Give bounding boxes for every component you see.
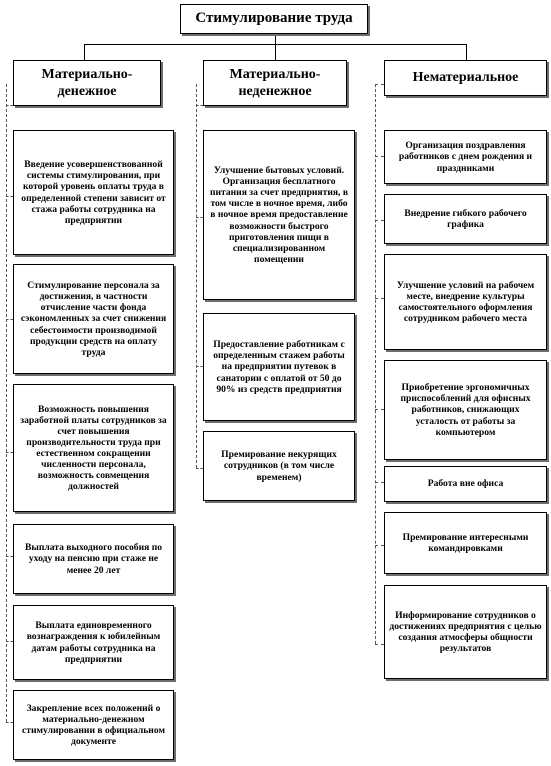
title-box: Стимулирование труда [180,4,368,34]
tick-col3-6 [375,545,384,546]
tick-col1-5 [6,641,13,642]
spine-col2 [196,84,197,468]
connector-col3 [466,44,467,60]
header-nonmaterial: Нематериальное [384,60,547,96]
tick-col1-4 [6,556,13,557]
col1-item-5: Выплата единовременного вознаграждения к юбилейным датам работы сотрудника на предприятии [13,605,174,680]
tick-col3-4 [375,409,384,410]
col1-item-1: Введение усовершенствованной системы стимулирования, при которой уровень оплаты труда в определенной степени зависит от стажа работы сотрудника на предприятии [13,130,174,255]
tick-col3-7 [375,644,384,645]
tick-col3-5 [375,482,384,483]
tick-col1-3 [6,452,13,453]
header-material-monetary: Материально- денежное [13,60,161,106]
tick-col1-1 [6,196,13,197]
col3-item-6: Премирование интересными командировками [384,512,547,574]
col3-item-5: Работа вне офиса [384,466,547,502]
col2-item-3: Премирование некурящих сотрудников (в том числе временем) [203,431,355,501]
spine-col3 [375,84,376,644]
spine-col1 [6,84,7,722]
connector-title-down [275,34,276,44]
tick-col2-0 [196,105,203,106]
tick-col3-1 [375,156,384,157]
col1-item-2: Стимулирование персонала за достижения, в частности отчисление части фонда сэкономленных за счет снижения себестоимости производимой продукции средств на оплату труда [13,264,174,374]
tick-col2-3 [196,468,203,469]
col1-item-6: Закрепление всех положений о материально-денежном стимулировании в официальном документе [13,690,174,760]
tick-col1-0 [6,105,13,106]
tick-col3-2 [375,220,384,221]
tick-col1-2 [6,319,13,320]
tick-col2-1 [196,217,203,218]
tick-col2-2 [196,366,203,367]
col3-item-1: Организация поздравления работников с днем рождения и праздниками [384,130,547,184]
col3-item-7: Информирование сотрудников о достижениях предприятия с целью создания атмосферы общности результатов [384,585,547,679]
col2-item-1: Улучшение бытовых условий. Организация бесплатного питания за счет предприятия, в том числе в ночное время, либо в ночное время предоставление возможности быстрого приготовления пищи в специализированном помещении [203,130,355,300]
col1-item-3: Возможность повышения заработной платы сотрудников за счет повышения производительности труда при естественном сокращении численности персонала, возможность совмещения должностей [13,384,174,512]
connector-col2 [275,44,276,60]
tick-col3-0 [375,84,384,85]
col3-item-4: Приобретение эргономичных приспособлений для офисных работников, снижающих усталость от работы за компьютером [384,360,547,460]
connector-col1 [84,44,85,60]
col3-item-2: Внедрение гибкого рабочего графика [384,194,547,244]
col2-item-2: Предоставление работникам с определенным стажем работы на предприятии путевок в санатории с оплатой от 50 до 90% из средств предприятия [203,313,355,421]
header-material-nonmonetary: Материально- неденежное [203,60,347,106]
col3-item-3: Улучшение условий на рабочем месте, внедрение культуры самостоятельного оформления сотрудником рабочего места [384,254,547,350]
tick-col1-6 [6,722,13,723]
col1-item-4: Выплата выходного пособия по уходу на пенсию при стаже не менее 20 лет [13,524,174,594]
tick-col3-3 [375,298,384,299]
